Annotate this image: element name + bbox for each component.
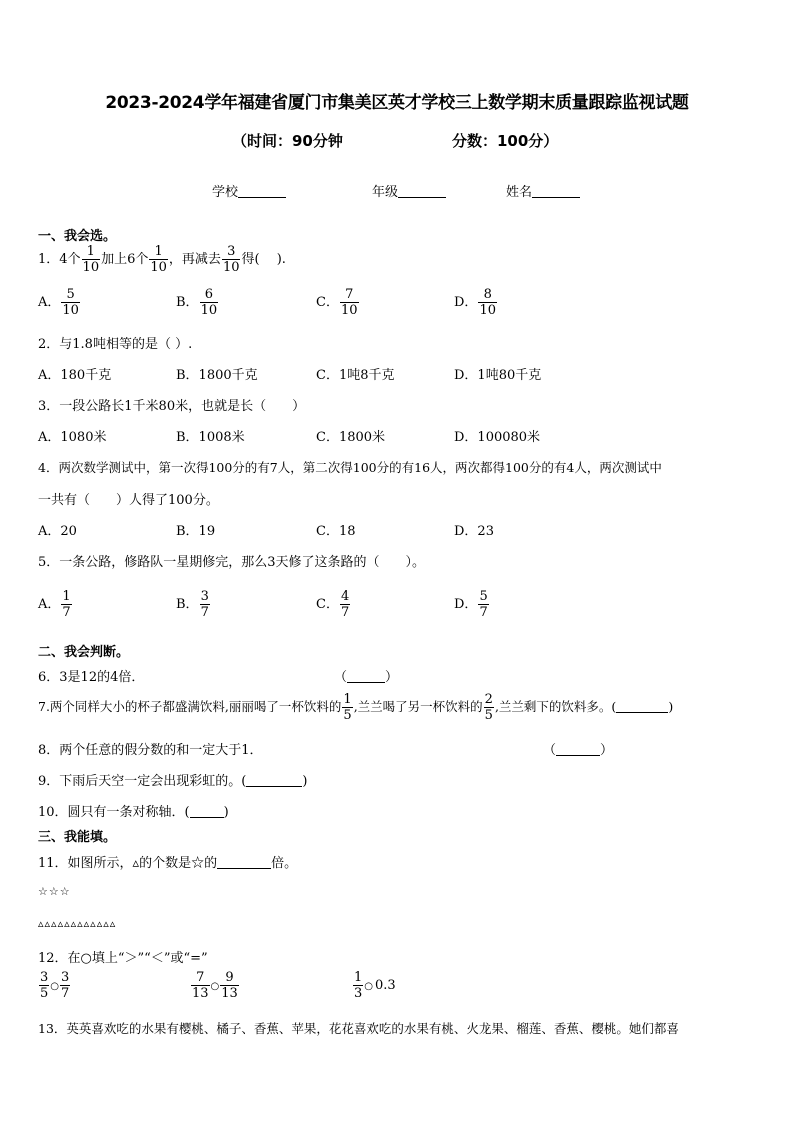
q5-option-b[interactable]: B． $\frac{3}{7}$ [176, 589, 209, 620]
q7-answer-blank[interactable] [616, 700, 668, 713]
question-3: 3．一段公路长1千米80米，也就是长（ ） [38, 399, 306, 414]
q12-compare-2[interactable]: $\frac{7}{13}$ ○ $\frac{9}{13}$ [192, 970, 238, 1001]
q2-option-b[interactable]: B．1800千克 [176, 368, 258, 383]
q11-triangles: ▵▵▵▵▵▵▵▵▵▵▵▵ [38, 917, 117, 930]
q6-answer-blank[interactable]: （ ） [334, 670, 399, 685]
question-12: 12．在○填上“＞”“＜”或“=” [38, 951, 208, 966]
question-4-line-1: 4．两次数学测试中，第一次得100分的有7人，第二次得100分的有16人，两次都得100分的有4人，两次测试中 [38, 460, 662, 475]
school-blank[interactable] [238, 183, 286, 198]
q11-stars: ☆☆☆ [38, 885, 71, 898]
q2-option-c[interactable]: C．1吨8千克 [316, 368, 395, 383]
question-8: 8．两个任意的假分数的和一定大于1． [38, 743, 263, 758]
question-11: 11．如图所示，▵的个数是☆的 倍。 [38, 856, 298, 871]
section-heading-choice: 一、我会选。 [38, 229, 117, 244]
question-4-line-2: 一共有（ ）人得了100分。 [38, 493, 219, 508]
q1-option-a[interactable]: A． $\frac{5}{10}$ [38, 287, 79, 318]
q5-option-d[interactable]: D． $\frac{5}{7}$ [454, 589, 488, 620]
question-2: 2．与1.8吨相等的是（ ）. [38, 337, 193, 352]
time-label: （时间：90分钟 [232, 132, 343, 150]
q11-answer-blank[interactable] [217, 856, 271, 869]
question-10: 10．圆只有一条对称轴．( ) [38, 805, 229, 820]
question-5: 5．一条公路，修路队一星期修完，那么3天修了这条路的（ ）。 [38, 555, 426, 570]
q7-fraction-2: $\frac{2}{5}$ [484, 692, 493, 723]
q9-answer-blank[interactable] [246, 774, 302, 787]
q1-fraction-3: $\frac{3}{10}$ [222, 244, 240, 275]
q10-answer-blank[interactable] [190, 805, 224, 818]
q4-option-b[interactable]: B．19 [176, 524, 216, 539]
q4-option-d[interactable]: D．23 [454, 524, 494, 539]
score-label: 分数：100分） [452, 132, 559, 150]
grade-blank[interactable] [398, 183, 446, 198]
question-7: 7.两个同样大小的杯子都盛满饮料,丽丽喝了一杯饮料的 $\frac{1}{5}$ ,兰兰喝了另一杯饮料的 $\frac{2}{5}$ ,兰兰剩下的饮料多。( ) [38, 692, 674, 723]
name-label: 姓名 [506, 185, 533, 200]
q1-option-c[interactable]: C． $\frac{7}{10}$ [316, 287, 358, 318]
q1-option-b[interactable]: B． $\frac{6}{10}$ [176, 287, 218, 318]
question-6: 6．3是12的4倍． [38, 670, 145, 685]
q3-option-a[interactable]: A．1080米 [38, 430, 107, 445]
name-blank[interactable] [532, 183, 580, 198]
name-field[interactable] [506, 181, 580, 200]
q5-option-a[interactable]: A． $\frac{1}{7}$ [38, 589, 71, 620]
q1-option-d[interactable]: D． $\frac{8}{10}$ [454, 287, 496, 318]
question-9: 9．下雨后天空一定会出现彩虹的。( ) [38, 774, 308, 789]
section-heading-fill: 三、我能填。 [38, 830, 117, 845]
q1-fraction-2: $\frac{1}{10}$ [150, 244, 167, 275]
q4-option-a[interactable]: A．20 [38, 524, 77, 539]
q1-text-2: 加上6个 [101, 252, 149, 267]
question-1 [38, 244, 286, 275]
q8-answer-blank[interactable]: （ ） [543, 743, 614, 758]
q3-option-c[interactable]: C．1800米 [316, 430, 386, 445]
q2-option-a[interactable]: A．180千克 [38, 368, 112, 383]
page-title: 2023-2024学年福建省厦门市集美区英才学校三上数学期末质量跟踪监视试题 [105, 93, 689, 113]
question-13: 13．英英喜欢吃的水果有樱桃、橘子、香蕉、苹果，花花喜欢吃的水果有桃、火龙果、榴莲、香蕉、樱桃。她们都喜 [38, 1021, 679, 1036]
q12-compare-1[interactable]: $\frac{3}{5}$ ○ $\frac{3}{7}$ [40, 970, 70, 1001]
q4-option-c[interactable]: C．18 [316, 524, 356, 539]
q7-fraction-1: $\frac{1}{5}$ [343, 692, 352, 723]
section-heading-judge: 二、我会判断。 [38, 645, 130, 660]
q3-option-d[interactable]: D．100080米 [454, 430, 541, 445]
q3-option-b[interactable]: B．1008米 [176, 430, 245, 445]
q1-text-1: 1．4个 [38, 252, 81, 267]
q1-text-3: ，再减去 [168, 252, 221, 267]
q2-option-d[interactable]: D．1吨80千克 [454, 368, 542, 383]
q12-compare-3[interactable]: $\frac{1}{3}$ ○ 0.3 [354, 970, 396, 1001]
grade-field[interactable] [372, 181, 446, 200]
school-label: 学校 [212, 185, 239, 200]
q1-fraction-1: $\frac{1}{10}$ [82, 244, 100, 275]
grade-label: 年级 [372, 185, 399, 200]
school-field[interactable] [212, 181, 286, 200]
q5-option-c[interactable]: C． $\frac{4}{7}$ [316, 589, 350, 620]
q1-text-4: 得( ). [241, 252, 286, 267]
